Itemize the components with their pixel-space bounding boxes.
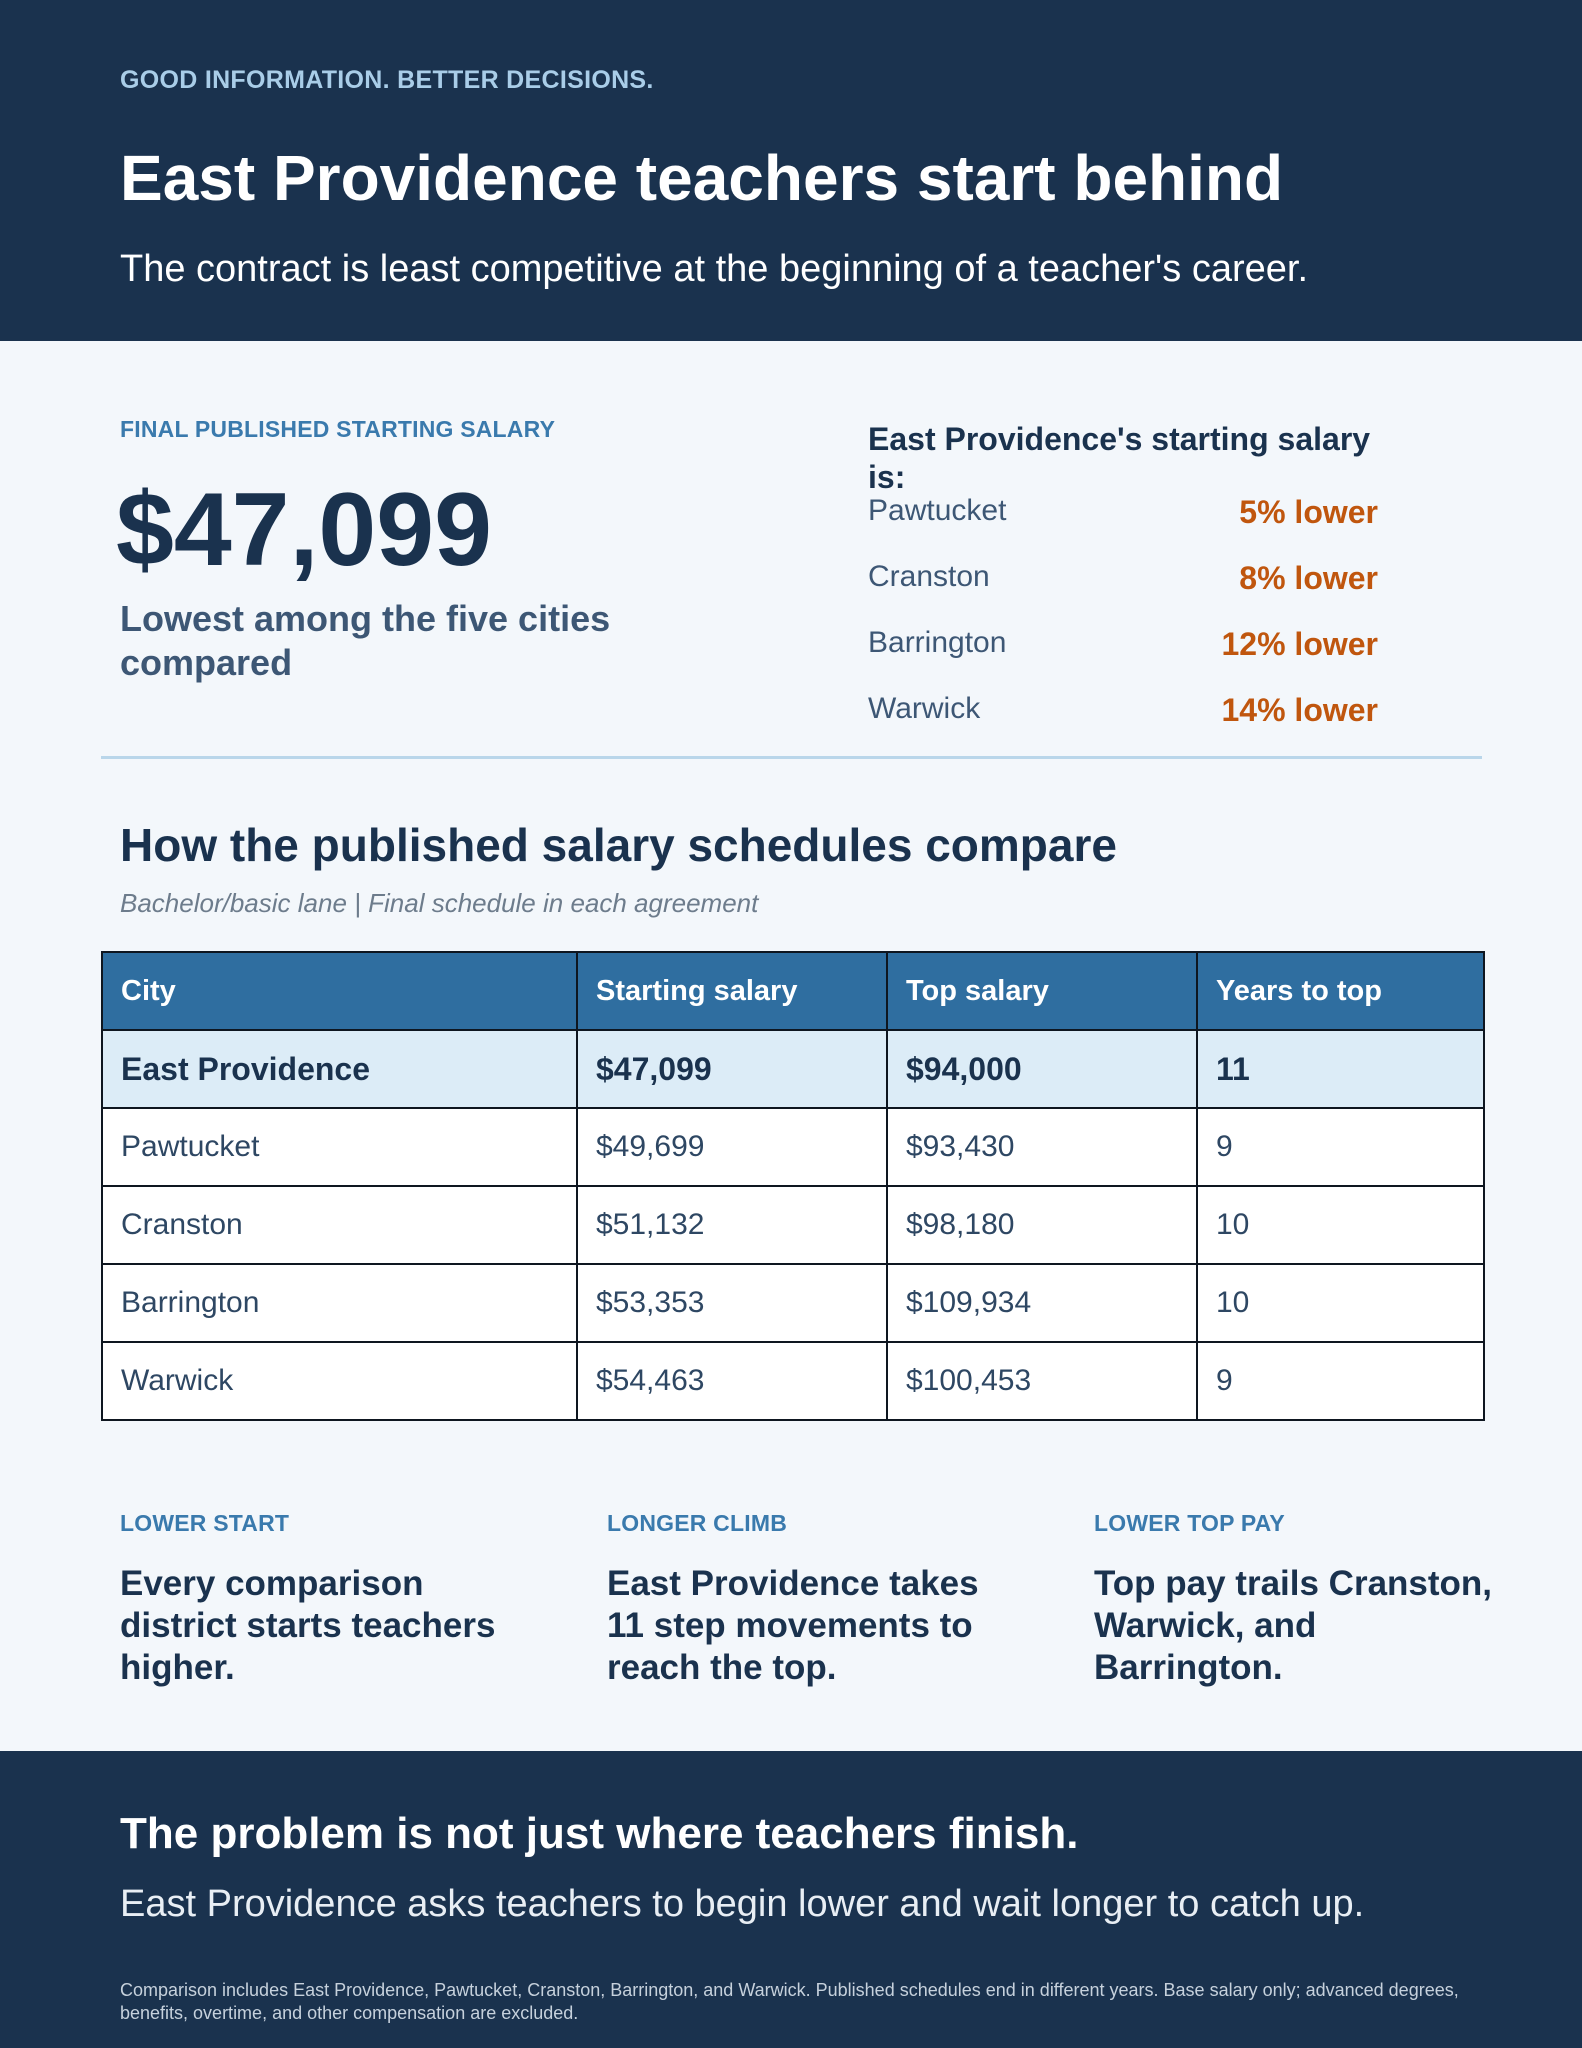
table-row-highlighted	[102, 1030, 1484, 1108]
finding-kicker: LONGER CLIMB	[607, 1510, 787, 1536]
salary-table	[101, 951, 1485, 1421]
starting-salary-caption: Lowest among the five cities compared	[120, 598, 611, 683]
comparison-city: Warwick	[868, 692, 981, 725]
finding-longer-climb	[607, 1510, 1007, 1689]
table-cell: East Providence	[102, 1030, 577, 1108]
table-cell: 11	[1197, 1030, 1484, 1108]
finding-text: Every comparison district starts teachers higher.	[120, 1564, 496, 1687]
table-cell: 9	[1197, 1108, 1484, 1186]
table-row	[102, 1108, 1484, 1186]
table-header-row	[102, 952, 1484, 1030]
table-cell: $94,000	[887, 1030, 1197, 1108]
table-row	[102, 1342, 1484, 1420]
column-header-city: City	[102, 952, 577, 1030]
table-cell: $100,453	[887, 1342, 1197, 1420]
comparison-row	[868, 626, 1378, 666]
table-cell: 10	[1197, 1264, 1484, 1342]
table-row	[102, 1186, 1484, 1264]
column-header-starting-salary: Starting salary	[577, 952, 887, 1030]
comparison-value: 14% lower	[1221, 692, 1378, 728]
table-cell: $93,430	[887, 1108, 1197, 1186]
comparison-value: 12% lower	[1221, 626, 1378, 662]
column-header-years-to-top: Years to top	[1197, 952, 1484, 1030]
table-cell: Barrington	[102, 1264, 577, 1342]
section-subtitle: Bachelor/basic lane | Final schedule in each agreement	[120, 888, 759, 918]
table-cell: $47,099	[577, 1030, 887, 1108]
table-cell: $54,463	[577, 1342, 887, 1420]
footer-note: Comparison includes East Providence, Pawtucket, Cranston, Barrington, and Warwick. Published schedules end in different years. Base salary only; advanced degrees, benefits, overtime, and other compensation are excluded.	[120, 1980, 1459, 2023]
section-title: How the published salary schedules compare	[120, 819, 1117, 871]
comparison-value: 8% lower	[1239, 560, 1378, 596]
table-cell: 10	[1197, 1186, 1484, 1264]
page-title: East Providence teachers start behind	[120, 142, 1284, 214]
tagline: GOOD INFORMATION. BETTER DECISIONS.	[120, 66, 654, 94]
finding-lower-top-pay	[1094, 1510, 1494, 1689]
finding-text: Top pay trails Cranston, Warwick, and Barrington.	[1094, 1564, 1493, 1687]
table-cell: $109,934	[887, 1264, 1197, 1342]
table-cell: $51,132	[577, 1186, 887, 1264]
starting-salary-kicker: FINAL PUBLISHED STARTING SALARY	[120, 416, 556, 442]
table-cell: $49,699	[577, 1108, 887, 1186]
table-cell: Warwick	[102, 1342, 577, 1420]
footer-subtitle: East Providence asks teachers to begin lower and wait longer to catch up.	[120, 1883, 1365, 1925]
finding-text: East Providence takes 11 step movements to reach the top.	[607, 1564, 979, 1687]
table-cell: Pawtucket	[102, 1108, 577, 1186]
comparison-city: Cranston	[868, 560, 990, 593]
section-divider	[101, 756, 1482, 759]
column-header-top-salary: Top salary	[887, 952, 1197, 1030]
footer-title: The problem is not just where teachers finish.	[120, 1809, 1079, 1858]
header-banner	[0, 0, 1582, 341]
table-cell: Cranston	[102, 1186, 577, 1264]
comparison-city: Barrington	[868, 626, 1007, 659]
table-cell: $98,180	[887, 1186, 1197, 1264]
comparison-city: Pawtucket	[868, 494, 1007, 527]
comparison-value: 5% lower	[1239, 494, 1378, 530]
comparison-heading: East Providence's starting salary is:	[868, 421, 1371, 495]
page-subtitle: The contract is least competitive at the beginning of a teacher's career.	[120, 248, 1309, 290]
table-row	[102, 1264, 1484, 1342]
footer-banner	[0, 1751, 1582, 2048]
comparison-row	[868, 560, 1378, 600]
table-cell: $53,353	[577, 1264, 887, 1342]
starting-salary-amount: $47,099	[116, 472, 492, 588]
table-cell: 9	[1197, 1342, 1484, 1420]
finding-kicker: LOWER TOP PAY	[1094, 1510, 1285, 1536]
finding-lower-start	[120, 1510, 520, 1689]
comparison-row	[868, 494, 1378, 534]
comparison-row	[868, 692, 1378, 732]
finding-kicker: LOWER START	[120, 1510, 290, 1536]
